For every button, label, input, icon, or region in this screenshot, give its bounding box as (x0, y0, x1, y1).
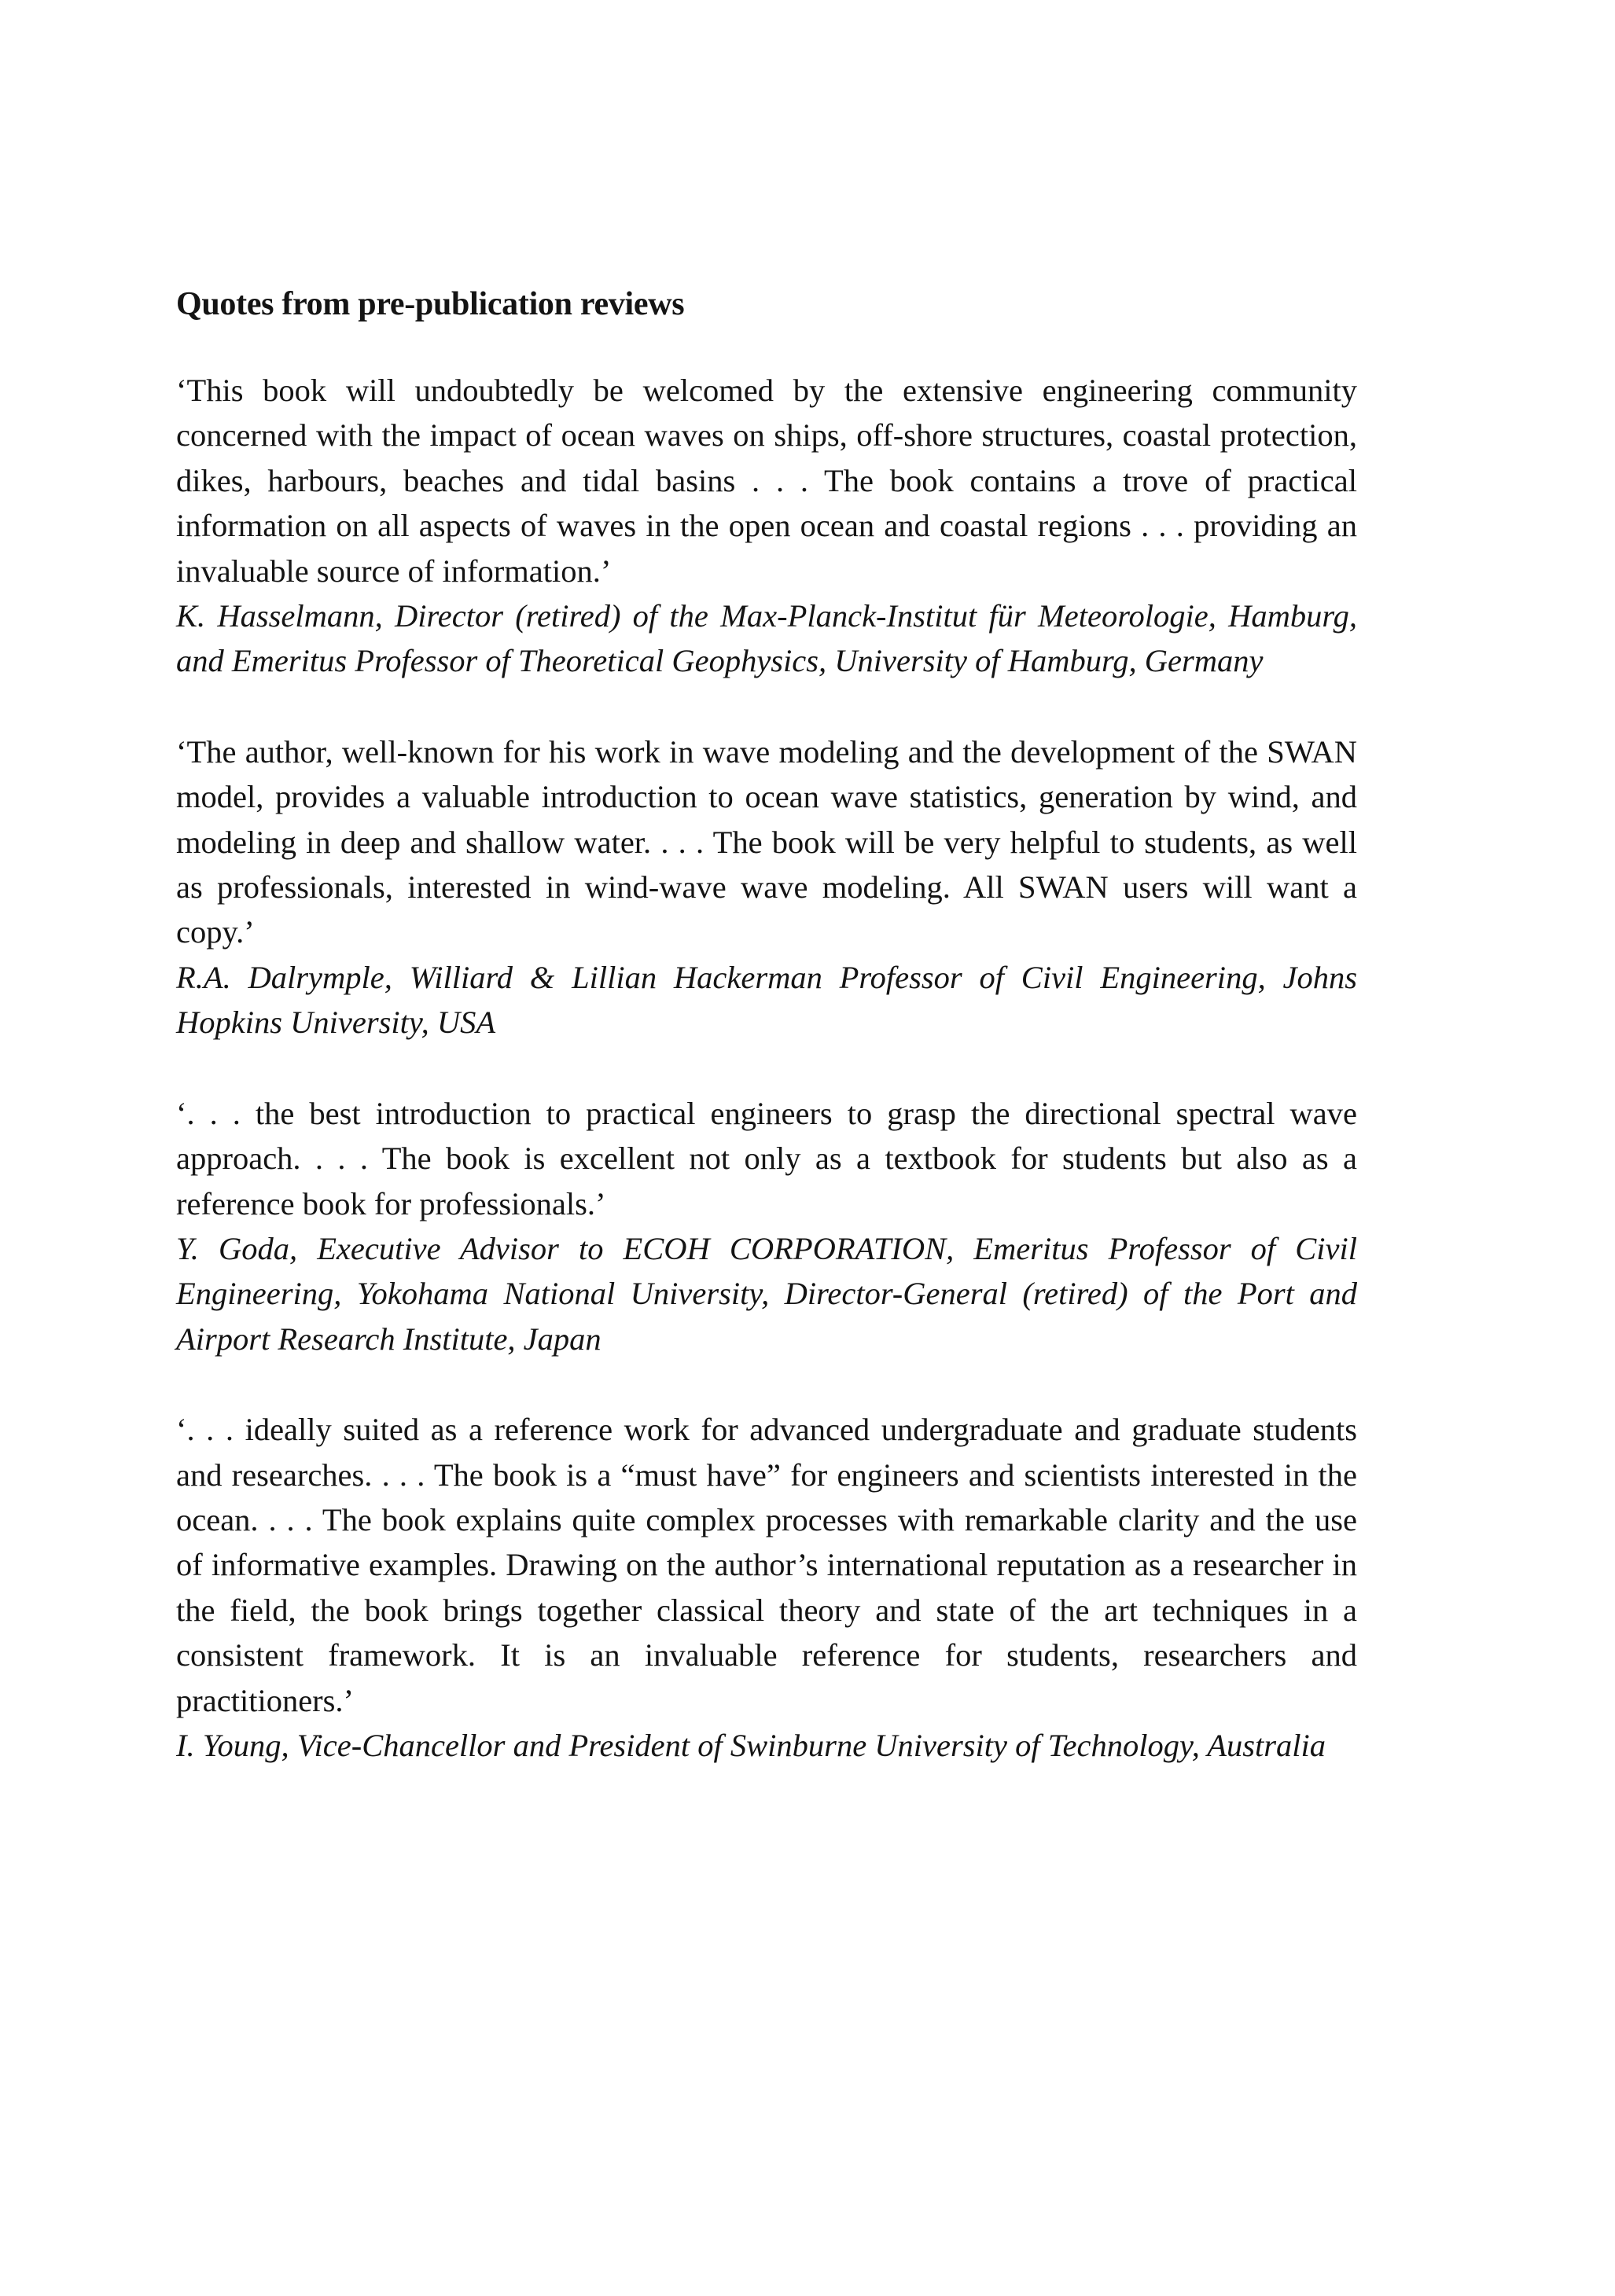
review-goda (176, 1091, 1357, 1361)
review-quote: ‘This book will undoubtedly be welcomed by the extensive engineering community concerned with the impact of ocean waves on ships, off-shore structures, coastal protection, dikes, harbours, beaches and tidal basins . . . The book contains a trove of practical information on all aspects of waves in the open ocean and coastal regions . . . providing an invaluable source of information.’ (176, 373, 1357, 589)
review-hasselmann (176, 368, 1357, 684)
review-attribution: Y. Goda, Executive Advisor to ECOH CORPORATION, Emeritus Professor of Civil Engineering, Yokohama National University, Director-General (retired) of the Port and Airport Research Institute, Japan (176, 1230, 1357, 1357)
review-attribution: R.A. Dalrymple, Williard & Lillian Hackerman Professor of Civil Engineering, Johns Hopkins University, USA (176, 959, 1357, 1041)
page-title: Quotes from pre-publication reviews (176, 286, 685, 322)
review-quote: ‘. . . the best introduction to practical engineers to grasp the directional spectral wave approach. . . . The book is excellent not only as a textbook for students but also as a reference book for professionals.’ (176, 1095, 1357, 1221)
review-attribution: K. Hasselmann, Director (retired) of the Max-Planck-Institut für Meteorologie, Hamburg, and Emeritus Professor of Theoretical Geophysics, University of Hamburg, Germany (176, 598, 1357, 679)
review-quote: ‘. . . ideally suited as a reference work for advanced undergraduate and graduate students and researches. . . . The book is a “must have” for engineers and scientists interested in the ocean. . . . The book explains quite complex processes with remarkable clarity and the use of informative examples. Drawing on the author’s international reputation as a researcher in the field, the book brings together classical theory and state of the art techniques in a consistent framework. It is an invaluable reference for students, researchers and practitioners.’ (176, 1412, 1357, 1718)
review-dalrymple (176, 729, 1357, 1045)
review-young (176, 1407, 1357, 1768)
review-attribution: I. Young, Vice-Chancellor and President of Swinburne University of Technology, Australia (176, 1727, 1326, 1763)
page (176, 281, 1357, 1813)
review-quote: ‘The author, well-known for his work in wave modeling and the development of the SWAN model, provides a valuable introduction to ocean wave statistics, generation by wind, and modeling in deep and shallow water. . . . The book will be very helpful to students, as well as professionals, interested in wind-wave wave modeling. All SWAN users will want a copy.’ (176, 733, 1357, 950)
